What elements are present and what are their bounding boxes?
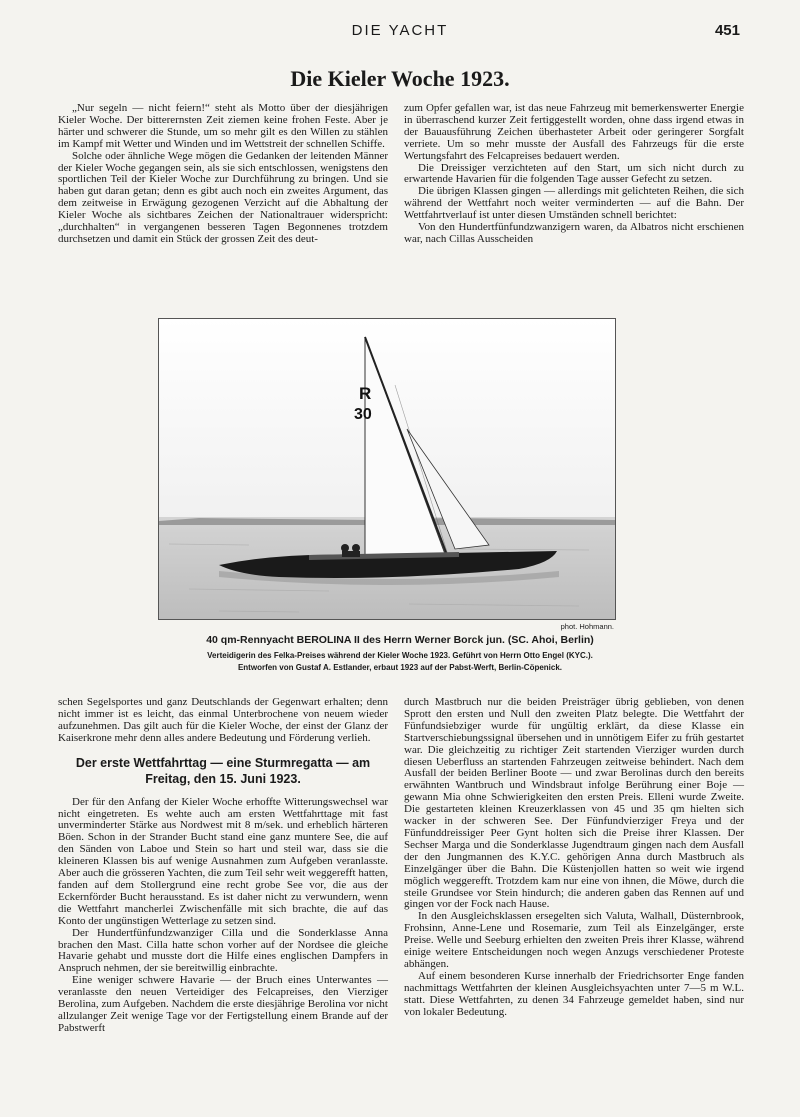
article-title: Die Kieler Woche 1923. xyxy=(290,66,510,91)
paragraph: Der Hundertfünfundzwanziger Cilla und die Sonderklasse Anna brachen den Mast. Cilla hatte schon vorher auf der Nordsee die gleiche Havarie gehabt und musste dort die Hilfe eines englischen Dampfers in Anspruch nehmen, der sie bereitwillig einbrachte. xyxy=(58,926,388,975)
figure-caption-title: 40 qm-Rennyacht BEROLINA II des Herrn Werner Borck jun. (SC. Ahoi, Berlin) xyxy=(206,634,594,646)
paragraph: Eine weniger schwere Havarie — der Bruch eines Unterwantes — veranlasste den neuen Verteidiger des Felcapreises, den Vierziger Berolina, zum Aufgeben. Nachdem die erste diesjährige Berolina vor nicht allzulanger Zeit wenige Tage vor der Fertigstellung einem Brande auf der Pabstwerft xyxy=(58,974,388,1034)
yacht-photo xyxy=(158,318,616,620)
figure-caption-line: Verteidigerin des Felka-Preises während der Kieler Woche 1923. Geführt von Herrn Otto Engel (KYC.). xyxy=(207,651,593,660)
page-number: 451 xyxy=(714,22,740,39)
sail-number: 30 xyxy=(354,406,372,423)
page-header xyxy=(0,22,800,44)
paragraph: Der für den Anfang der Kieler Woche erhoffte Witterungswechsel war nicht eingetreten. Es wehte auch am ersten Wettfahrttage mit fast unverminderter Stärke aus Nordwest mit 8 m/sek. und erheblich härteren Böen. Schon in der Strander Bucht stand eine ganz muntere See, die auf den Sänden von Laboe und Stein so hart und steil war, dass sie die kleineren Klassen bis auf wenige Ausnahmen zum Aufgeben veranlasste. Aber auch die grösseren Yachten, die zum Teil sehr weit weggerefft hatten, fanden auf dem Stollergrund eine recht grobe See vor, die aus der Eckernförder Bucht herausstand. Es ist daher nicht zu verwundern, wenn die Wettfahrt mancherlei Zwischenfälle mit sich brachte, die auf das Konto der ungünstigen Wetterlage zu setzen sind. xyxy=(58,795,388,927)
figure-caption-line: Entworfen von Gustaf A. Estlander, erbaut 1923 auf der Pabst-Werft, Berlin-Cöpenick. xyxy=(237,663,563,672)
column-top-right xyxy=(404,103,744,246)
sail-letter: R xyxy=(359,384,372,403)
paragraph: Auf einem besonderen Kurse innerhalb der Friedrichsorter Enge fanden nachmittags Wettfahrten der kleinen Ausgleichsyachten unter 7—5 m W.L. statt. Diese Wettfahrten, zu denen 34 Fahrzeuge gemeldet haben, sind nur von lokaler Bedeutung. xyxy=(404,969,744,1018)
section-heading: Der erste Wettfahrttag — eine Sturmregatta — am Freitag, den 15. Juni 1923. xyxy=(75,755,371,786)
paragraph: In den Ausgleichsklassen ersegelten sich Valuta, Walhall, Düsternbrook, Frohsinn, Anne-Lene und Rosemarie, zum Teil als Einzelgänger, erste Preise. Welle und Seeburg erhielten den zweiten Preis ihrer Klasse, während einige weitere Entscheidungen noch wegen Anzugs verschiedener Proteste abhängen. xyxy=(404,910,744,970)
paragraph: Von den Hundertfünfundzwanzigern waren, da Albatros nicht erschienen war, nach Cillas Ausscheiden xyxy=(404,221,744,245)
column-bottom-right xyxy=(404,697,744,1018)
paragraph: Solche oder ähnliche Wege mögen die Gedanken der leitenden Männer der Kieler Woche gegangen sein, als sie sich entschlossen, wenigstens den sportlichen Teil der Kieler Woche zur Durchführung zu bringen. Und sie haben gut daran getan; denn es gibt auch noch ein zweites Argument, das dem zeitweise in Erwägung gezogenen Verzicht auf die Abhaltung der Kieler Woche als sichtbares Zeichen der Nationaltrauer widerspricht: „durchhalten“ in vergangenen besseren Tagen Begonnenes trotzdem durchsetzen und damit ein Stück der grossen Zeit des deut- xyxy=(58,149,388,245)
column-bottom-left xyxy=(58,697,388,1035)
paragraph: zum Opfer gefallen war, ist das neue Fahrzeug mit bemerkenswerter Energie in überraschend kurzer Zeit fertiggestellt worden, ohne dass irgend etwas in der Bauausführung Zeichen überhasteter Arbeit oder geringerer Sorgfalt verriete. Um so mehr musste der Ausfall des Fahrzeugs für die erste Wertungsfahrt des Felcapreises bedauert werden. xyxy=(404,102,744,162)
column-top-left xyxy=(58,103,388,246)
paragraph: Die übrigen Klassen gingen — allerdings mit gelichteten Reihen, die sich während der Wettfahrt noch weiter verminderten — auf die Bahn. Der Wettfahrtverlauf ist unter diesen Umständen schnell berichtet: xyxy=(404,185,744,222)
paragraph: „Nur segeln — nicht feiern!“ steht als Motto über der diesjährigen Kieler Woche. Der bitterernsten Zeit ziemen keine frohen Feste. Aber je härter und schwerer die Stunde, um so mehr gilt es den Willen zu stählen im Kampf mit Wetter und Winden und im Wettstreit der schnellen Schiffe. xyxy=(58,102,388,150)
magazine-title: DIE YACHT xyxy=(351,22,449,39)
paragraph: durch Mastbruch nur die beiden Preisträger übrig geblieben, von denen Sprott den ersten und Null den zweiten Platz belegte. Die Wettfahrt der Fünfundsiebziger wurde für ungültig erklärt, da diese Klasse ein Startverschiebungssignal übersehen und in unnötigem Eifer zu früh gestartet war. Die gleichzeitig zu richtiger Zeit startenden Vierziger wurden durch diesen Ueberfluss an startenden Fahrzeugen zeitweise behindert. Nach dem Ausfall der beiden Berliner Boote — und zwar Berolinas durch den bereits erwähnten Wantbruch und Windsbraut infolge Berührung einer Boje — gewann Mia ohne Schwierigkeiten den ersten Preis. Elleni wurde Zweite. Die gestarteten kleinen Kreuzerklassen von 45 und 35 qm hielten sich wacker in der schweren See. Der Fünfundvierziger Freya und der Fünfunddreissiger Peer Gynt holten sich die Preise ihrer Klassen. Der Sechser Marga und die Sonderklasse Jugendtraum gingen nach dem Ausfall der den Jungmannen des K.Y.C. gehörigen Anna durch Mastbruch als Einzelgänger über die Bahn. Die Küstenjollen hatten so weit wie irgend möglich weggerefft. Trotzdem kam nur eine von ihnen, die Möwe, durch die steile Grundsee vor Stein hindurch; die anderen gaben das Rennen auf und gingen vor der Fock nach Hause. xyxy=(404,696,744,911)
paragraph: schen Segelsportes und ganz Deutschlands der Gegenwart erhalten; denn nicht immer ist es leicht, das einmal Unterbrochene von neuem wieder aufzunehmen. Das gilt auch für die Kieler Woche, der einst der Glanz der Kaiserkrone mehr denn alles andere Bedeutung und Förderung verlieh. xyxy=(58,696,388,744)
yacht-illustration xyxy=(159,319,615,619)
paragraph: Die Dreissiger verzichteten auf den Start, um sich nicht durch zu erwartende Havarien für die folgenden Tage ausser Gefecht zu setzen. xyxy=(404,161,744,186)
photo-credit: phot. Hohmann. xyxy=(560,622,614,631)
